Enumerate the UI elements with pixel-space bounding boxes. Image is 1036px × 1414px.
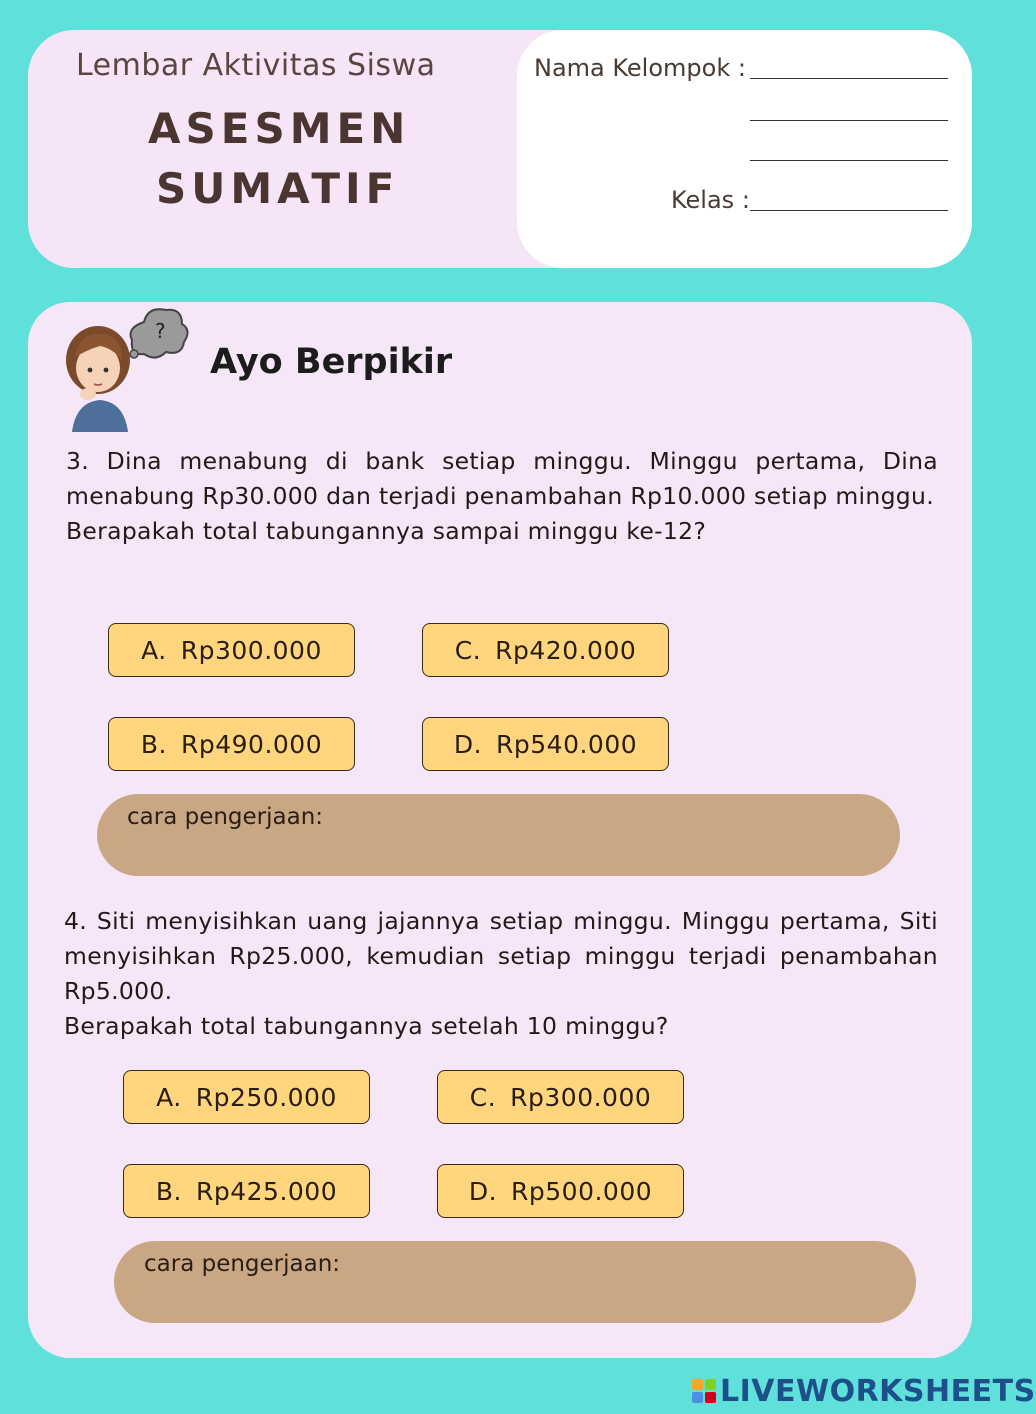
option-value: Rp490.000 [180, 729, 323, 759]
q4-option-a[interactable] [123, 1070, 370, 1124]
question-3 [66, 444, 938, 549]
watermark-text: LIVEWORKSHEETS [720, 1373, 1036, 1409]
section-title: Ayo Berpikir [210, 342, 453, 382]
q3-work-area[interactable] [97, 794, 900, 876]
svg-text:?: ? [155, 319, 166, 343]
q4-option-c[interactable] [437, 1070, 684, 1124]
question-4 [64, 904, 938, 1044]
work-area-label: cara pengerjaan: [144, 1251, 341, 1277]
thinking-girl-icon [58, 300, 188, 432]
question-3-prompt: Berapakah total tabungannya sampai minggu ke-12? [66, 517, 707, 545]
option-letter: D. [468, 1176, 498, 1206]
work-area-label: cara pengerjaan: [127, 804, 324, 830]
group-name-label: Nama Kelompok : [534, 54, 746, 82]
q4-option-d[interactable] [437, 1164, 684, 1218]
liveworksheets-watermark [692, 1372, 1036, 1410]
option-value: Rp300.000 [180, 635, 322, 665]
q3-option-b[interactable] [108, 717, 355, 771]
q4-option-b[interactable] [123, 1164, 370, 1218]
class-label: Kelas : [671, 186, 750, 214]
question-4-text: 4. Siti menyisihkan uang jajannya setiap minggu. Minggu pertama, Siti menyisihkan Rp25.000, kemudian setiap minggu terjadi penambahan Rp5.000. [64, 907, 938, 1005]
option-letter: A. [156, 1082, 182, 1112]
q3-option-d[interactable] [422, 717, 669, 771]
q3-option-a[interactable] [108, 623, 355, 677]
liveworksheets-logo-icon [692, 1379, 716, 1403]
option-value: Rp300.000 [510, 1082, 652, 1112]
option-value: Rp250.000 [195, 1082, 337, 1112]
option-letter: C. [469, 1082, 497, 1112]
option-letter: A. [141, 635, 167, 665]
q4-work-area[interactable] [114, 1241, 916, 1323]
worksheet-subtitle: Lembar Aktivitas Siswa [76, 48, 436, 83]
page-title-line1: ASESMEN [148, 104, 411, 153]
option-letter: B. [140, 729, 167, 759]
group-name-line-1[interactable] [750, 78, 948, 79]
group-name-line-2[interactable] [750, 120, 948, 121]
question-4-prompt: Berapakah total tabungannya setelah 10 minggu? [64, 1012, 669, 1040]
option-letter: C. [454, 635, 482, 665]
question-3-text: 3. Dina menabung di bank setiap minggu. Minggu pertama, Dina menabung Rp30.000 dan terjadi penambahan Rp10.000 setiap minggu. [66, 447, 938, 510]
option-value: Rp425.000 [195, 1176, 338, 1206]
option-value: Rp540.000 [496, 729, 638, 759]
class-line[interactable] [750, 210, 948, 211]
option-letter: B. [155, 1176, 182, 1206]
group-name-line-3[interactable] [750, 160, 948, 161]
option-value: Rp500.000 [511, 1176, 653, 1206]
page-title-line2: SUMATIF [156, 164, 400, 213]
option-letter: D. [453, 729, 483, 759]
q3-option-c[interactable] [422, 623, 669, 677]
option-value: Rp420.000 [495, 635, 637, 665]
